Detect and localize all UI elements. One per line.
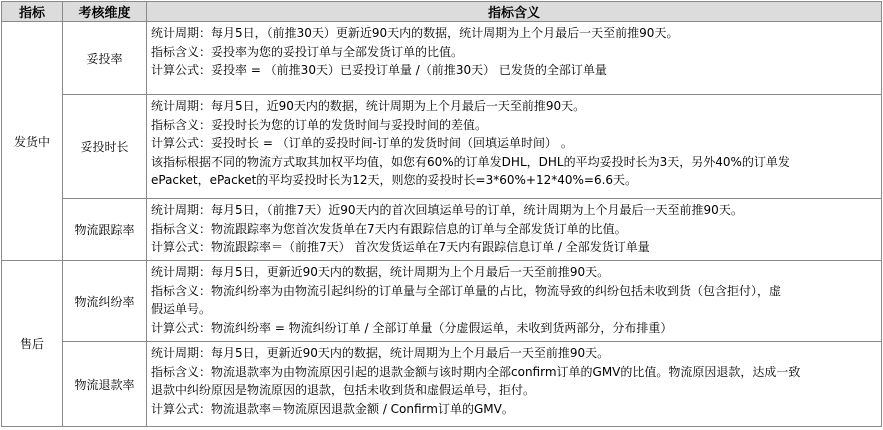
dimension-cell: 物流纠纷率 bbox=[63, 261, 147, 342]
definition-cell bbox=[147, 199, 882, 261]
definition-line: 退款中纠纷原因是物流原因的退款，包括未收到货和虚假运单号，拒付。 bbox=[151, 383, 536, 397]
definition-line: 计算公式：妥投时长 = （订单的妥投时间-订单的发货时间（回填运单时间） 。 bbox=[151, 136, 573, 150]
table-row bbox=[2, 199, 882, 261]
definition-line: 该指标根据不同的物流方式取其加权平均值，如您有60%的订单发DHL，DHL的平均妥投时长为3天，另外40%的订单发 bbox=[151, 154, 790, 169]
definition-line: 指标含义：物流纠纷率为由物流引起纠纷的订单量与全部订单量的占比，物流导致的纠纷包括未收到货（包含拒付），虚 bbox=[151, 283, 782, 298]
header-meaning: 指标含义 bbox=[147, 2, 882, 22]
definition-line: 指标含义：物流跟踪率为您首次发货单在7天内有跟踪信息的订单与全部发货订单的比值。 bbox=[151, 221, 627, 236]
header-row bbox=[2, 2, 882, 22]
definition-line: 计算公式：物流纠纷率 = 物流纠纷订单 / 全部订单量（分虚假运单，未收到货两部分，分布排重） bbox=[151, 320, 673, 335]
definition-line: 统计周期：每月5日，（前推30天）更新近90天内的数据，统计周期为上个月最后一天至前推90天。 bbox=[151, 26, 679, 40]
table-row bbox=[2, 95, 882, 199]
header-metric: 指标 bbox=[2, 2, 63, 22]
table-row bbox=[2, 22, 882, 95]
definition-line: 统计周期：每月5日，更新近90天内的数据，统计周期为上个月最后一天至前推90天。 bbox=[151, 265, 610, 279]
definition-line: ePacket，ePacket的平均妥投时长为12天，则您的妥投时长=3*60%+12*40%=6.6天。 bbox=[151, 173, 638, 187]
dimension-cell: 物流退款率 bbox=[63, 342, 147, 427]
category-cell: 发货中 bbox=[2, 22, 63, 261]
table-row bbox=[2, 261, 882, 342]
definition-line: 统计周期：每月5日，（前推7天）近90天内的首次回填运单号的订单，统计周期为上个月最后一天至前推90天。 bbox=[151, 203, 743, 217]
dimension-cell: 物流跟踪率 bbox=[63, 199, 147, 261]
metrics-table bbox=[1, 1, 882, 427]
dimension-cell: 妥投率 bbox=[63, 22, 147, 95]
header-dimension: 考核维度 bbox=[63, 2, 147, 22]
category-cell: 售后 bbox=[2, 261, 63, 427]
definition-line: 计算公式：物流跟踪率＝（前推7天） 首次发货运单在7天内有跟踪信息订单 / 全部发货订单量 bbox=[151, 240, 650, 254]
definition-cell bbox=[147, 261, 882, 342]
definition-line: 指标含义：物流退款率为由物流原因引起的退款金额与该时期内全部confirm订单的GMV的比值。物流原因退款，达成一致 bbox=[151, 364, 801, 379]
definition-cell bbox=[147, 95, 882, 199]
definition-line: 指标含义：妥投率为您的妥投订单与全部发货订单的比值。 bbox=[151, 44, 464, 59]
definition-cell bbox=[147, 342, 882, 427]
definition-line: 指标含义：妥投时长为您的订单的发货时间与妥投时间的差值。 bbox=[151, 117, 488, 132]
definition-line: 假运单号。 bbox=[151, 302, 212, 316]
definition-line: 计算公式：物流退款率＝物流原因退款金额 / Confirm订单的GMV。 bbox=[151, 401, 514, 416]
definition-line: 统计周期：每月5日，近90天内的数据，统计周期为上个月最后一天至前推90天。 bbox=[151, 99, 586, 113]
definition-line: 计算公式：妥投率 = （前推30天）已妥投订单量 /（前推30天） 已发货的全部订单量 bbox=[151, 63, 607, 77]
definition-line: 统计周期：每月5日，更新近90天内的数据，统计周期为上个月最后一天至前推90天。 bbox=[151, 346, 610, 360]
table-row bbox=[2, 342, 882, 427]
definition-cell bbox=[147, 22, 882, 95]
dimension-cell: 妥投时长 bbox=[63, 95, 147, 199]
